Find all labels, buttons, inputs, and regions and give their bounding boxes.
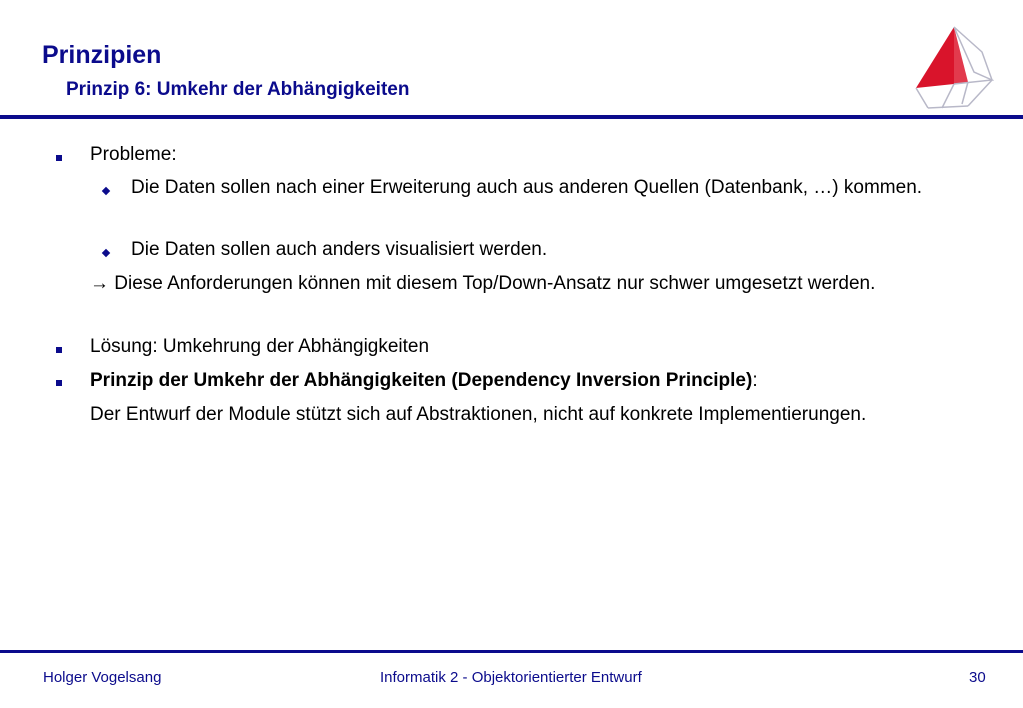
square-bullet-icon bbox=[56, 155, 62, 161]
sub-bullet-visualisierung: Die Daten sollen auch anders visualisiert werden. bbox=[131, 239, 548, 260]
footer-course: Informatik 2 - Objektorientierter Entwurf bbox=[380, 669, 642, 686]
principle-colon: : bbox=[752, 370, 758, 391]
footer-divider bbox=[0, 650, 1023, 653]
sail-logo-icon bbox=[912, 24, 994, 112]
principle-title: Prinzip der Umkehr der Abhängigkeiten (Dependency Inversion Principle) bbox=[90, 370, 753, 391]
arrow-right-icon: → bbox=[90, 273, 109, 294]
sub-bullet-quellen: Die Daten sollen nach einer Erweiterung auch aus anderen Quellen (Datenbank, …) kommen. bbox=[131, 177, 923, 198]
principle-description: Der Entwurf der Module stützt sich auf Abstraktionen, nicht auf konkrete Implementierungen. bbox=[90, 404, 867, 425]
square-bullet-icon bbox=[56, 380, 62, 386]
slide-subtitle: Prinzip 6: Umkehr der Abhängigkeiten bbox=[66, 79, 410, 100]
square-bullet-icon bbox=[56, 347, 62, 353]
footer-author: Holger Vogelsang bbox=[43, 669, 162, 686]
consequence-text: Diese Anforderungen können mit diesem Top/Down-Ansatz nur schwer umgesetzt werden. bbox=[114, 273, 876, 294]
bullet-probleme: Probleme: bbox=[90, 144, 177, 165]
consequence-paragraph bbox=[90, 269, 970, 298]
header-divider bbox=[0, 115, 1023, 119]
slide-title: Prinzipien bbox=[42, 41, 162, 69]
bullet-loesung: Lösung: Umkehrung der Abhängigkeiten bbox=[90, 336, 430, 357]
diamond-bullet-icon bbox=[102, 249, 110, 257]
footer-page-number: 30 bbox=[969, 669, 986, 686]
bullet-principle bbox=[90, 366, 970, 395]
diamond-bullet-icon bbox=[102, 187, 110, 195]
